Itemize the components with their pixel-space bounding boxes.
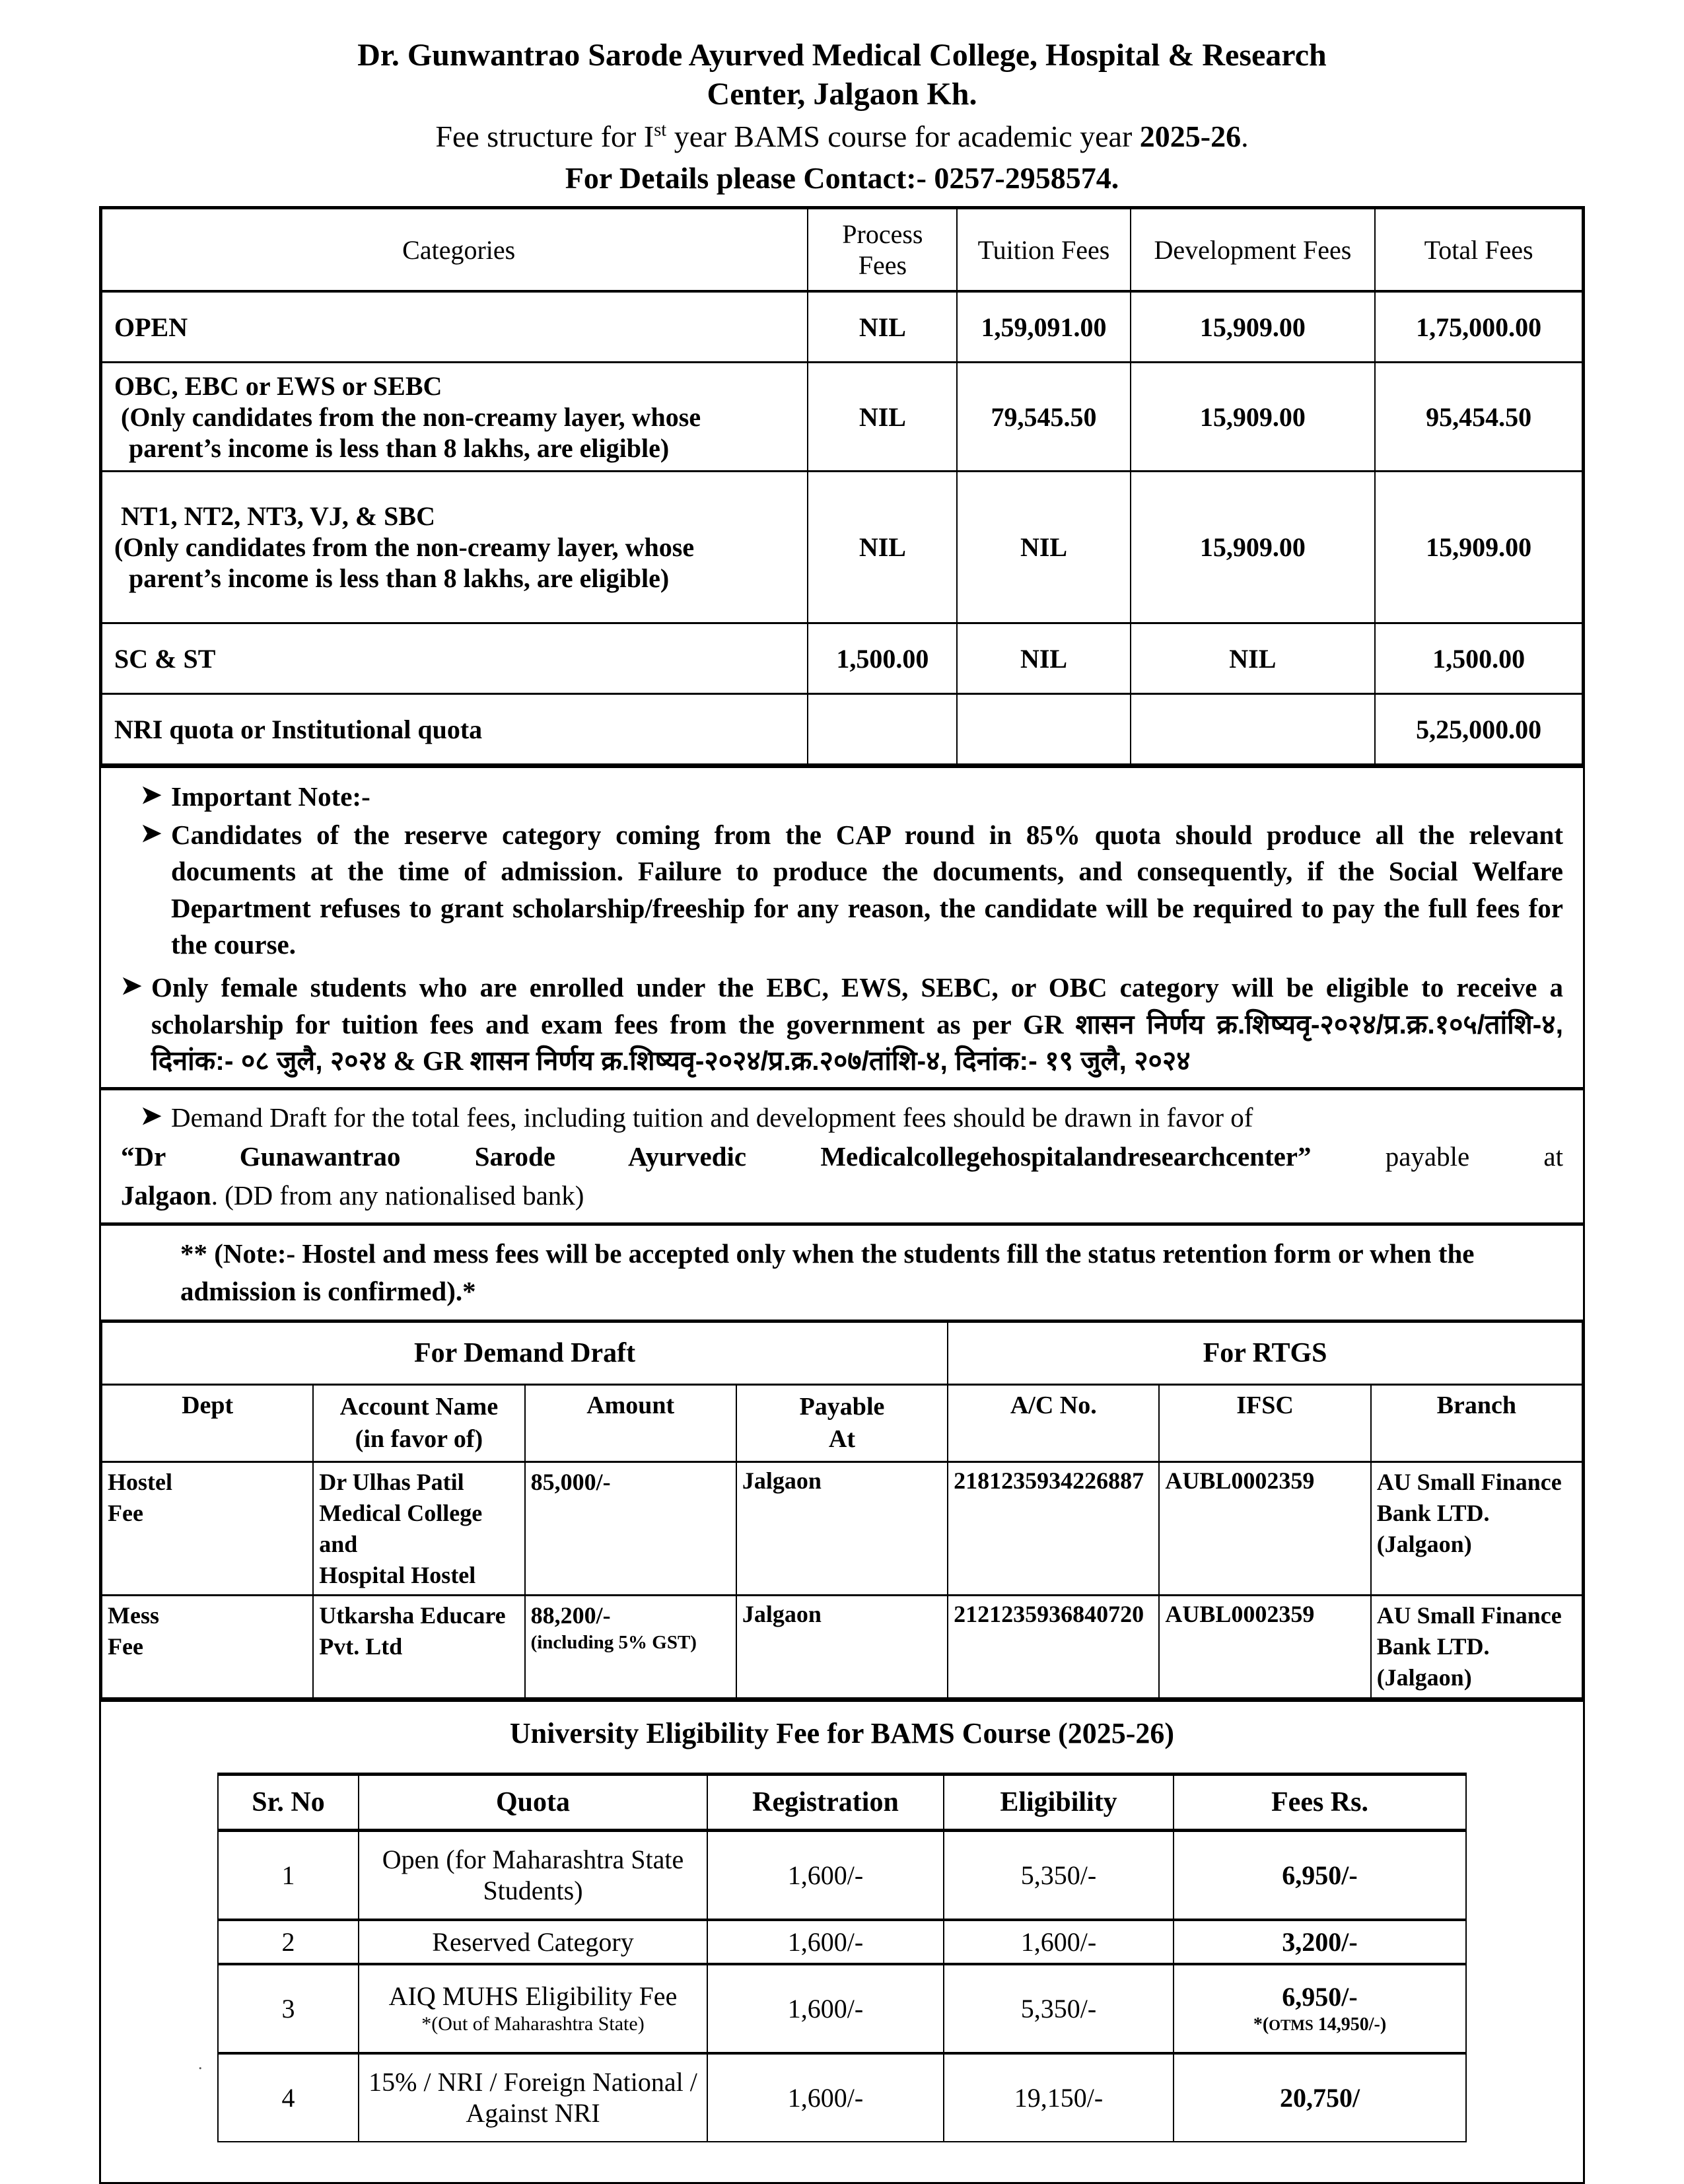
cell-process-fee: 1,500.00 [808, 623, 957, 694]
cell-quota: 15% / NRI / Foreign National / Against NRI [359, 2053, 707, 2142]
cell-tuition-fee: 79,545.50 [957, 363, 1130, 472]
uni-table-head [218, 1774, 1466, 1830]
cell-total-fee: 15,909.00 [1375, 472, 1582, 623]
cell-tuition-fee: NIL [957, 623, 1130, 694]
col-header-process-fees [808, 209, 957, 291]
branch-line: AU Small Finance [1376, 1602, 1562, 1629]
cell-branch [1371, 1596, 1582, 1698]
cell-eligibility: 5,350/- [944, 1830, 1174, 1920]
table-row [102, 291, 1582, 363]
female-note-english: Only female students who are enrolled under the EBC, EWS, SEBC, or OBC category will be eligible to receive a scholarship for tuition fees and exam fees from the government as per GR [151, 972, 1563, 1039]
col-header-dept: Dept [102, 1384, 313, 1462]
category-line: (Only candidates from the non-creamy layer, whose [121, 402, 701, 432]
dept-line: Fee [108, 1500, 143, 1527]
note-female-scholarship [121, 969, 1563, 1079]
bank-details-table [101, 1320, 1583, 1699]
table-row [102, 623, 1582, 694]
dd-bank-line [121, 1177, 1563, 1215]
category-line: NRI quota or Institutional quota [114, 714, 483, 744]
dd-payable-city: Jalgaon [121, 1180, 211, 1211]
category-line: OPEN [114, 312, 188, 342]
cell-category [102, 291, 808, 363]
cell-process-fee: NIL [808, 363, 957, 472]
category-line: SC & ST [114, 643, 216, 674]
cell-payable-at: Jalgaon [736, 1596, 948, 1698]
group-header-demand-draft: For Demand Draft [102, 1321, 948, 1384]
branch-line: AU Small Finance [1376, 1469, 1562, 1496]
arrow-bullet-icon: ➤ [141, 781, 162, 810]
col-header-amount: Amount [525, 1384, 736, 1462]
col-header-branch: Branch [1371, 1384, 1582, 1462]
gr-reference-marathi-1: शासन निर्णय क्र.शिष्यवृ-२०२४/प्र.क्र.१०५/तांशि-४, दिनांक:- ०८ जुलै, २०२४ [151, 1008, 1563, 1076]
cell-dept [102, 1462, 313, 1596]
account-line: Medical College and [319, 1500, 483, 1557]
cell-development-fee: 15,909.00 [1131, 291, 1376, 363]
account-line: Utkarsha Educare [319, 1602, 506, 1629]
col-header-ac-no: A/C No. [948, 1384, 1159, 1462]
cell-ifsc: AUBL0002359 [1159, 1462, 1370, 1596]
dd-payee-line [121, 1138, 1563, 1176]
amount-value: 85,000/- [530, 1469, 611, 1496]
cell-category [102, 363, 808, 472]
cell-category [102, 694, 808, 765]
cell-tuition-fee [957, 694, 1130, 765]
cell-quota: Open (for Maharashtra State Students) [359, 1830, 707, 1920]
cell-process-fee: NIL [808, 472, 957, 623]
fee-table-body [102, 291, 1582, 764]
cell-registration: 1,600/- [707, 2053, 944, 2142]
dd-payee-name: “Dr Gunawantrao Sarode Ayurvedic Medicalcollegehospitalandresearchcenter” [121, 1141, 1312, 1172]
college-name [165, 36, 1519, 114]
cell-total-fee: 1,75,000.00 [1375, 291, 1582, 363]
arrow-bullet-icon: ➤ [141, 1102, 162, 1131]
cell-payable-at: Jalgaon [736, 1462, 948, 1596]
cell-quota: Reserved Category [359, 1920, 707, 1964]
category-line: parent’s income is less than 8 lakhs, are eligible) [129, 563, 670, 594]
col-header-payable-at [736, 1384, 948, 1462]
cell-tuition-fee: NIL [957, 472, 1130, 623]
fee-table-header-row [102, 209, 1582, 291]
cell-dept [102, 1596, 313, 1698]
dd-bullet-row [121, 1100, 1563, 1136]
account-line: Pvt. Ltd [319, 1633, 403, 1660]
cell-branch [1371, 1462, 1582, 1596]
account-line: Hospital Hostel [319, 1561, 476, 1588]
dd-instruction-line: Demand Draft for the total fees, including tuition and development fees should be drawn in favor of [171, 1102, 1253, 1133]
cell-sr-no: 1 [218, 1830, 359, 1920]
gr-conjunction: & GR [386, 1045, 470, 1076]
col-header-categories: Categories [102, 209, 808, 291]
quota-sub-text: *(Out of Maharashtra State) [421, 2013, 645, 2035]
cell-registration: 1,600/- [707, 1830, 944, 1920]
table-row [218, 1920, 1466, 1964]
cell-sr-no: 4 [218, 2053, 359, 2142]
cell-development-fee: NIL [1131, 623, 1376, 694]
cell-ac-no: 2121235936840720 [948, 1596, 1159, 1698]
col-header-quota: Quota [359, 1774, 707, 1830]
fee-structure-table [101, 208, 1583, 765]
col-header-total-fees: Total Fees [1375, 209, 1582, 291]
hostel-mess-fee-note: ** (Note:- Hostel and mess fees will be accepted only when the students fill the status retention form or when the admission is confirmed).* [180, 1238, 1475, 1306]
uni-header-row [218, 1774, 1466, 1830]
subtitle-period: . [1241, 120, 1249, 154]
demand-draft-section [101, 1090, 1583, 1222]
cell-fees: 20,750/ [1174, 2053, 1466, 2142]
cell-total-fee: 95,454.50 [1375, 363, 1582, 472]
dept-line: Fee [108, 1633, 143, 1660]
table-row [102, 694, 1582, 765]
amount-value: 88,200/- [530, 1602, 611, 1629]
academic-year: 2025-26 [1139, 120, 1242, 154]
cell-fees [1174, 1964, 1466, 2053]
account-name-line2: (in favor of) [355, 1425, 483, 1453]
payable-line2: At [828, 1425, 856, 1453]
note-reserve-category [121, 817, 1563, 963]
page-bottom-mark: . [198, 2054, 203, 2073]
college-name-line2: Center, Jalgaon Kh. [707, 76, 977, 112]
account-name-line1: Account Name [339, 1392, 499, 1421]
fee-structure-subtitle [99, 118, 1585, 157]
arrow-bullet-icon: ➤ [141, 819, 162, 847]
cell-fees: 6,950/- [1174, 1830, 1466, 1920]
cell-amount [525, 1462, 736, 1596]
bank-column-header-row [102, 1384, 1582, 1462]
important-note-label: Important Note:- [171, 781, 370, 812]
fees-otms-note [1179, 2014, 1460, 2036]
bank-group-header-row [102, 1321, 1582, 1384]
dept-line: Hostel [108, 1469, 172, 1496]
fees-main-value: 6,950/- [1282, 1982, 1358, 2012]
cell-total-fee: 5,25,000.00 [1375, 694, 1582, 765]
otms-label: OTMS [1269, 2016, 1314, 2033]
university-eligibility-fee-table [217, 1773, 1467, 2142]
cell-eligibility: 5,350/- [944, 1964, 1174, 2053]
table-row [218, 1964, 1466, 2053]
process-fees-line2: Fees [858, 250, 907, 281]
cell-category [102, 623, 808, 694]
uni-table-body [218, 1830, 1466, 2142]
dd-payable-text: payable at [1311, 1141, 1564, 1172]
reserve-category-note-text: Candidates of the reserve category coming from the CAP round in 85% quota should produce all the relevant documents at the time of admission. Failure to produce the documents, and consequently, if the Social Welfare Department refuses to grant scholarship/freeship for any reason, the candidate will be required to pay the full fees for the course. [171, 819, 1563, 960]
payable-line1: Payable [799, 1392, 885, 1421]
document-header [99, 36, 1585, 197]
bank-table-head [102, 1321, 1582, 1462]
amount-note: (including 5% GST) [530, 1632, 697, 1654]
category-line: NT1, NT2, NT3, VJ, & SBC [121, 501, 435, 532]
table-row [102, 363, 1582, 472]
table-row [102, 472, 1582, 623]
cell-process-fee [808, 694, 957, 765]
branch-line: Bank LTD. [1376, 1633, 1490, 1660]
cell-sr-no: 2 [218, 1920, 359, 1964]
dd-bank-note: . (DD from any nationalised bank) [211, 1180, 584, 1211]
cell-quota [359, 1964, 707, 2053]
subtitle-middle: year BAMS course for academic year [666, 120, 1140, 154]
otms-value: 14,950/-) [1313, 2014, 1387, 2035]
account-line: Dr Ulhas Patil [319, 1469, 464, 1496]
subtitle-prefix: Fee structure for I [435, 120, 654, 154]
cell-ifsc: AUBL0002359 [1159, 1596, 1370, 1698]
branch-line: Bank LTD. [1376, 1500, 1490, 1527]
cell-registration: 1,600/- [707, 1964, 944, 2053]
female-scholarship-note [151, 969, 1563, 1079]
arrow-bullet-icon: ➤ [121, 972, 142, 1001]
important-notes-section [101, 765, 1583, 1087]
content-frame [99, 206, 1585, 2183]
contact-line: For Details please Contact:- 0257-2958574. [565, 160, 1119, 195]
col-header-ifsc: IFSC [1159, 1384, 1370, 1462]
cell-category [102, 472, 808, 623]
col-header-tuition-fees: Tuition Fees [957, 209, 1130, 291]
cell-account-name [313, 1596, 524, 1698]
col-header-development-fees: Development Fees [1131, 209, 1376, 291]
bank-table-body [102, 1462, 1582, 1698]
branch-line: (Jalgaon) [1376, 1530, 1472, 1557]
category-line: OBC, EBC or EWS or SEBC [114, 370, 442, 401]
cell-account-name [313, 1462, 524, 1596]
cell-eligibility: 1,600/- [944, 1920, 1174, 1964]
cell-total-fee: 1,500.00 [1375, 623, 1582, 694]
cell-development-fee: 15,909.00 [1131, 363, 1376, 472]
col-header-registration: Registration [707, 1774, 944, 1830]
university-fee-title: University Eligibility Fee for BAMS Course (2025-26) [101, 1699, 1583, 1755]
dept-line: Mess [108, 1602, 159, 1629]
category-line: (Only candidates from the non-creamy layer, whose [114, 532, 695, 563]
process-fees-line1: Process [842, 219, 923, 250]
col-header-sr-no: Sr. No [218, 1774, 359, 1830]
gr-reference-marathi-2: शासन निर्णय क्र.शिष्यवृ-२०२४/प्र.क्र.२०७/तांशि-४, दिनांक:- १९ जुलै, २०२४ [470, 1045, 1191, 1076]
table-row [102, 1462, 1582, 1596]
ordinal-suffix: st [654, 120, 667, 141]
note-important-header [121, 779, 1563, 815]
cell-amount [525, 1596, 736, 1698]
col-header-account-name [313, 1384, 524, 1462]
cell-sr-no: 3 [218, 1964, 359, 2053]
branch-line: (Jalgaon) [1376, 1664, 1472, 1691]
table-row [102, 1596, 1582, 1698]
quota-main-text: AIQ MUHS Eligibility Fee [388, 1981, 678, 2012]
col-header-fees: Fees Rs. [1174, 1774, 1466, 1830]
cell-process-fee: NIL [808, 291, 957, 363]
cell-development-fee: 15,909.00 [1131, 472, 1376, 623]
college-name-line1: Dr. Gunwantrao Sarode Ayurved Medical College, Hospital & Research [357, 38, 1327, 73]
table-row [218, 1830, 1466, 1920]
fee-table-head [102, 209, 1582, 291]
cell-eligibility: 19,150/- [944, 2053, 1174, 2142]
cell-tuition-fee: 1,59,091.00 [957, 291, 1130, 363]
cell-ac-no: 2181235934226887 [948, 1462, 1159, 1596]
cell-fees: 3,200/- [1174, 1920, 1466, 1964]
otms-prefix: *( [1253, 2014, 1269, 2035]
table-row [218, 2053, 1466, 2142]
university-fee-table-wrap [101, 1755, 1583, 2182]
cell-registration: 1,600/- [707, 1920, 944, 1964]
category-line: parent’s income is less than 8 lakhs, are eligible) [129, 433, 670, 463]
col-header-eligibility: Eligibility [944, 1774, 1174, 1830]
group-header-rtgs: For RTGS [948, 1321, 1582, 1384]
cell-development-fee [1131, 694, 1376, 765]
